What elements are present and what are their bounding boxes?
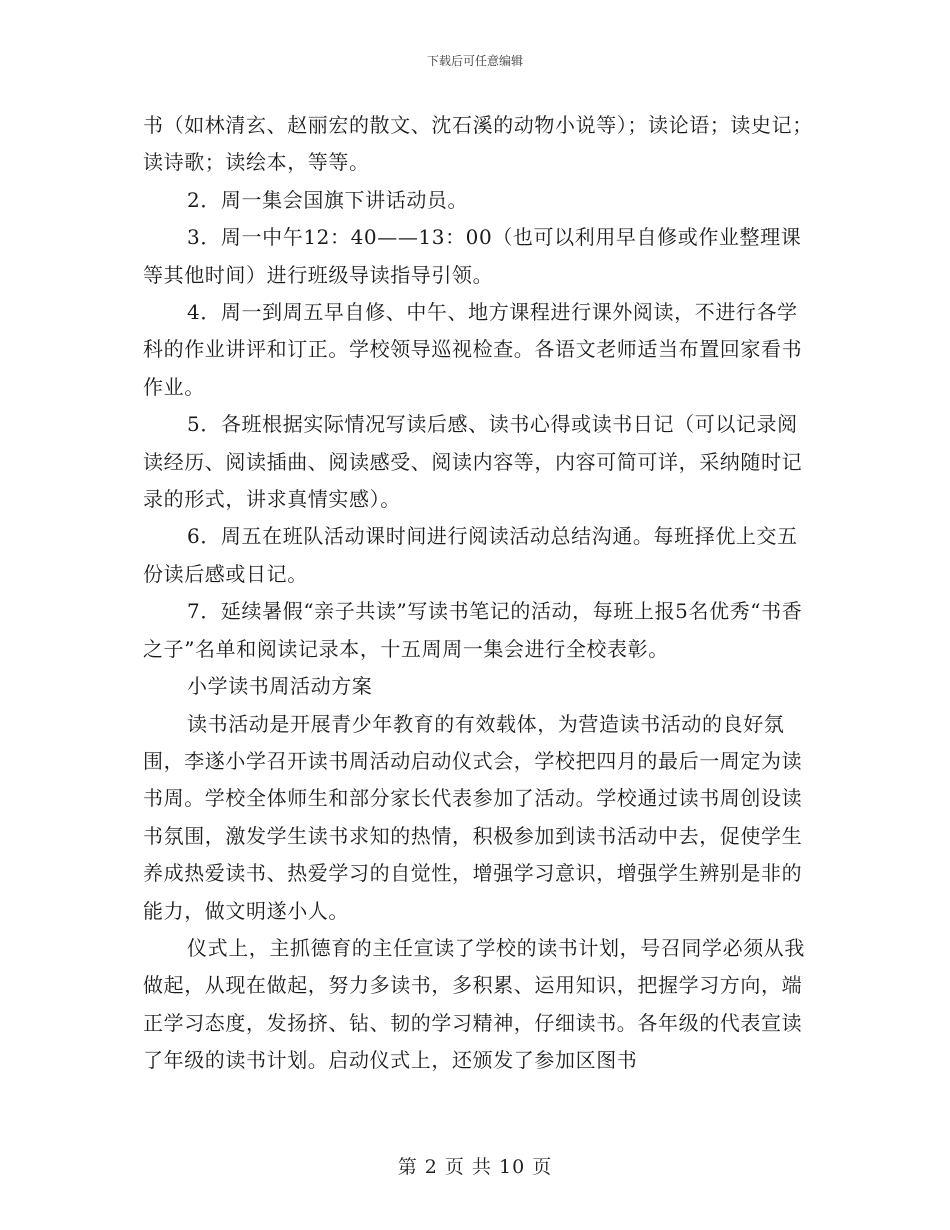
paragraph-item-7: 7．延续暑假“亲子共读”写读书笔记的活动，每班上报5名优秀“书香之子”名单和阅读记录本，十五周周一集会进行全校表彰。 (143, 599, 803, 661)
paragraph-item-5: 5．各班根据实际情况写读后感、读书心得或读书日记（可以记录阅读经历、阅读插曲、阅读感受、阅读内容等，内容可简可详，采纳随时记录的形式，讲求真情实感）。 (143, 412, 803, 512)
page-header: 下载后可任意编辑 (426, 54, 523, 68)
section-title: 小学读书周活动方案 (187, 674, 373, 699)
paragraph-intro: 读书活动是开展青少年教育的有效载体，为营造读书活动的良好氛围，李遂小学召开读书周活动启动仪式会，学校把四月的最后一周定为读书周。学校全体师生和部分家长代表参加了活动。学校通过读书周创设读书氛围，激发学生读书求知的热情，积极参加到读书活动中去，促使学生养成热爱读书、热爱学习的自觉性，增强学习意识，增强学生辨别是非的能力，做文明遂小人。 (143, 711, 803, 923)
document-body (143, 107, 815, 1080)
paragraph-item-3: 3．周一中午12：40——13：00（也可以利用早自修或作业整理课等其他时间）进行班级导读指导引领。 (143, 225, 802, 287)
paragraph-reading-list: 书（如林清玄、赵丽宏的散文、沈石溪的动物小说等）；读论语；读史记；读诗歌；读绘本，等等。 (143, 113, 813, 175)
paragraph-item-4: 4．周一到周五早自修、中午、地方课程进行课外阅读，不进行各学科的作业讲评和订正。学校领导巡视检查。各语文老师适当布置回家看书作业。 (143, 300, 803, 399)
paragraph-item-6: 6．周五在班队活动课时间进行阅读活动总结沟通。每班择优上交五份读后感或日记。 (143, 524, 798, 586)
page-number: 第 2 页 共 10 页 (397, 1156, 553, 1178)
paragraph-ceremony: 仪式上，主抓德育的主任宣读了学校的读书计划，号召同学必须从我做起，从现在做起，努力多读书，多积累、运用知识，把握学习方向，端正学习态度，发扬挤、钻、韧的学习精神，仔细读书。各年级的代表宣读了年级的读书计划。启动仪式上，还颁发了参加区图书 (143, 935, 805, 1073)
paragraph-item-2: 2．周一集会国旗下讲话动员。 (187, 187, 469, 212)
